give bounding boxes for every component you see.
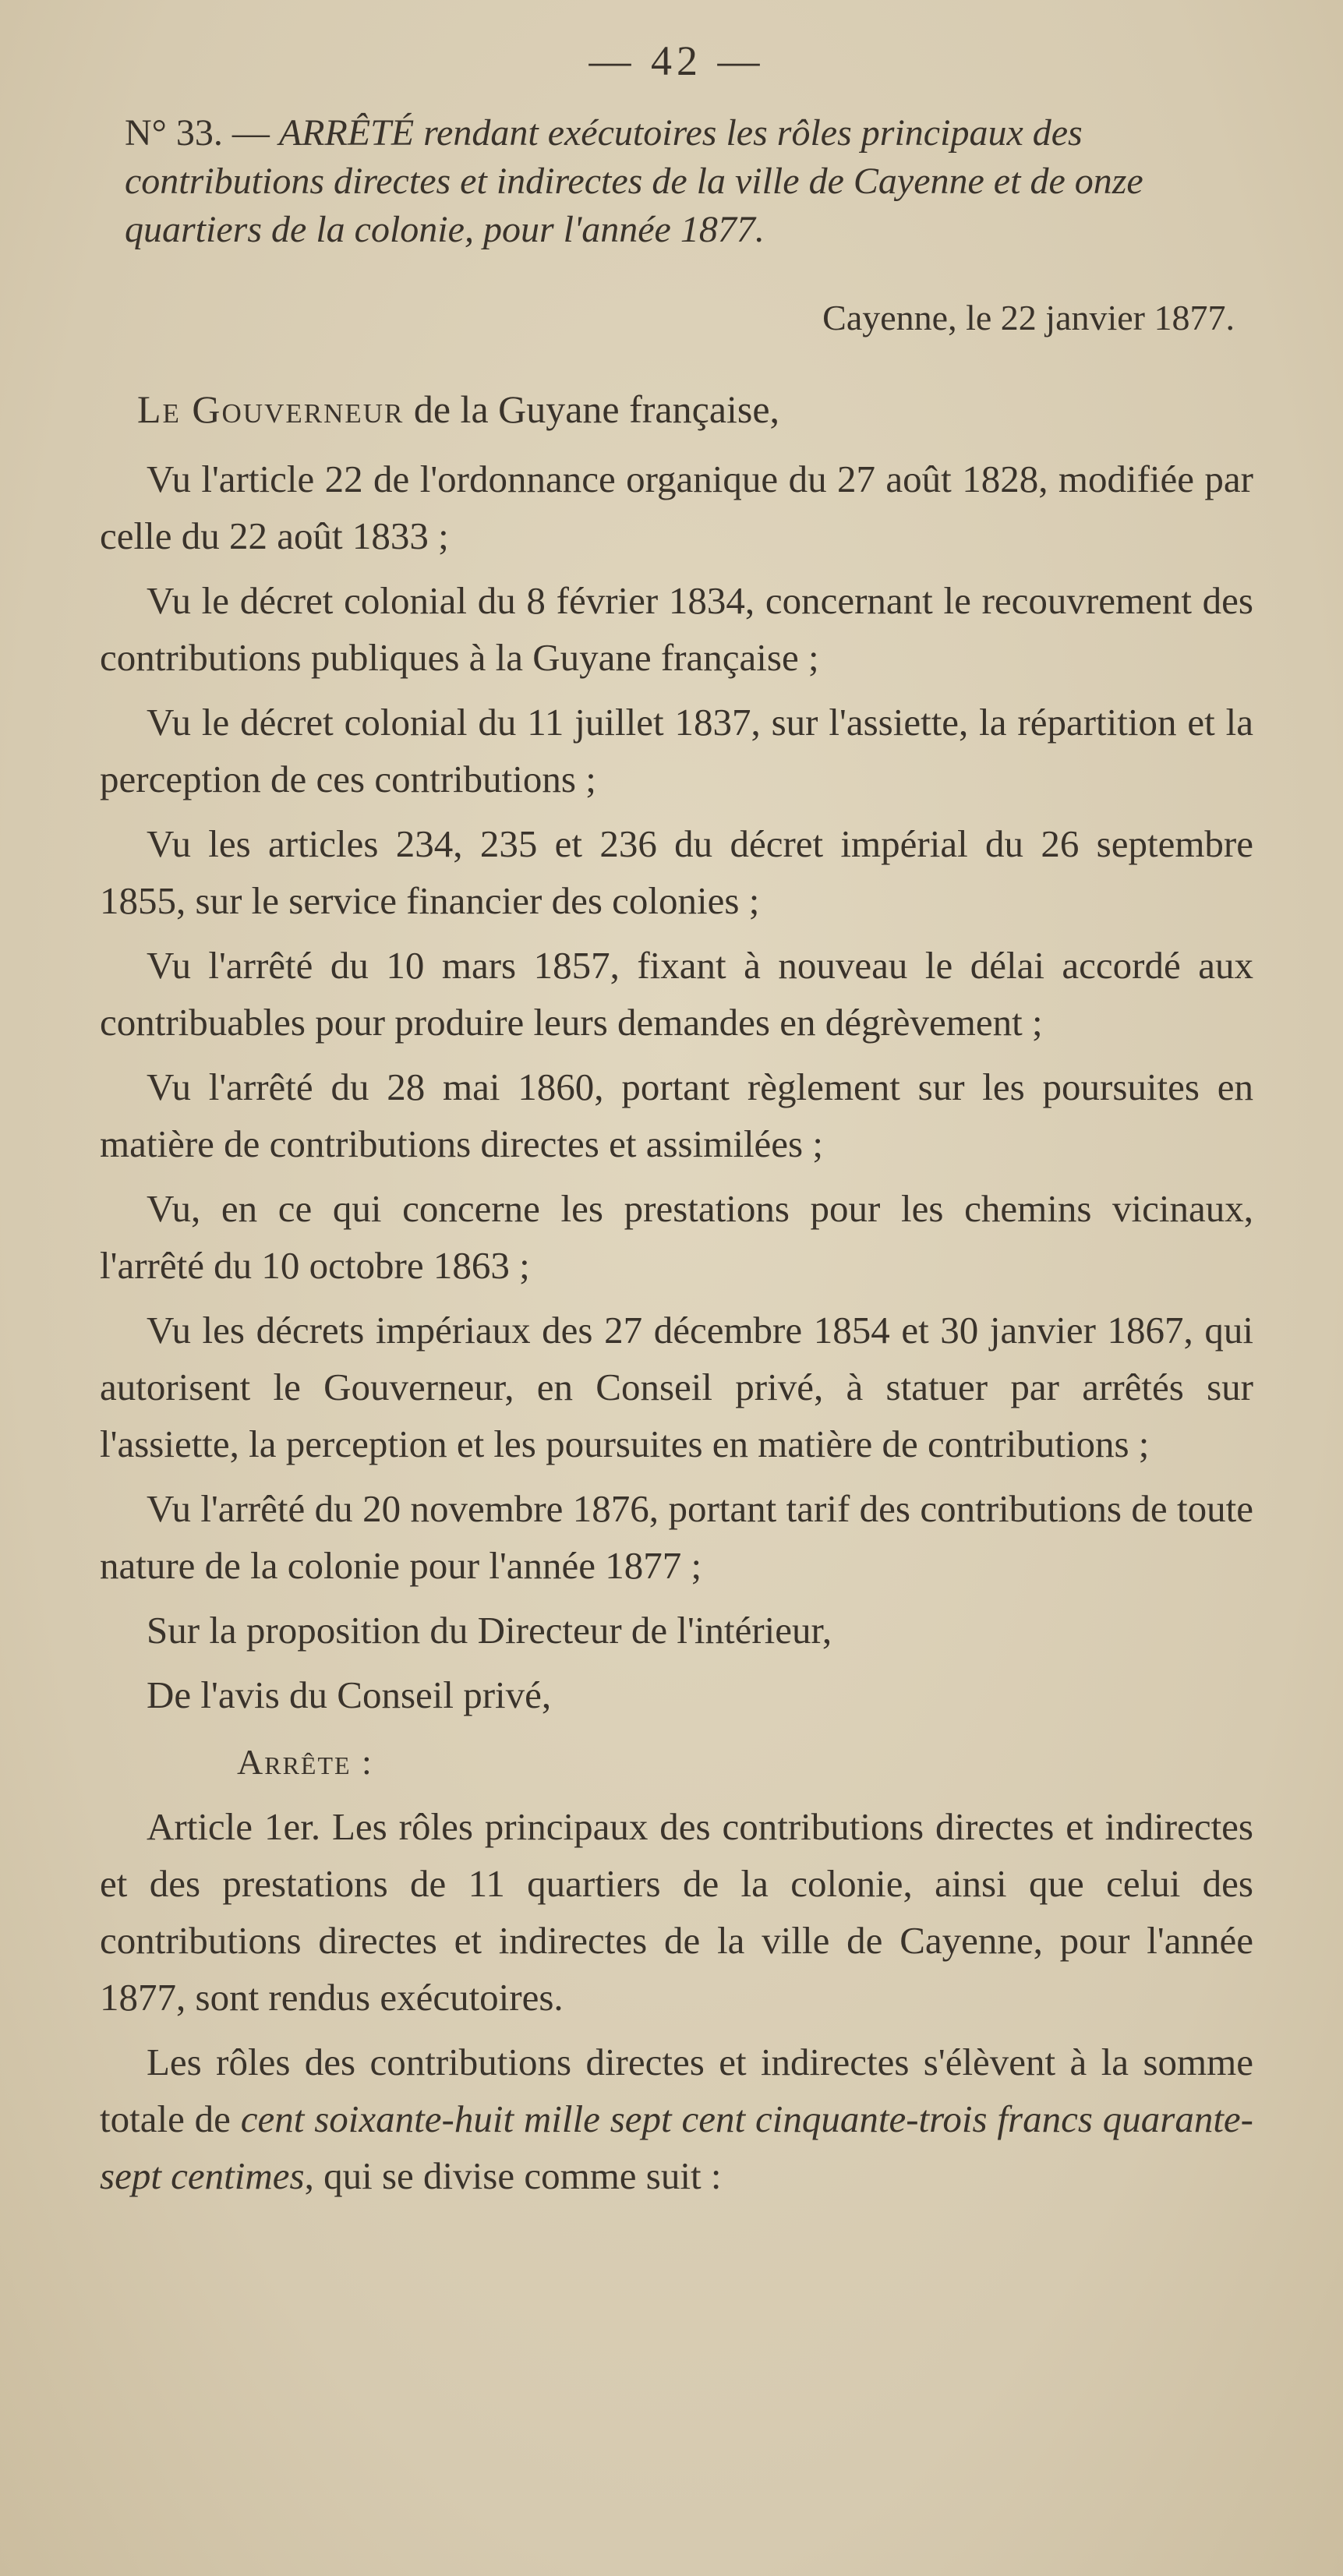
arrete-label: Arrête : xyxy=(237,1742,373,1782)
consideration-11: De l'avis du Conseil privé, xyxy=(147,1673,552,1716)
consideration-10: Sur la proposition du Directeur de l'intérieur, xyxy=(147,1609,832,1652)
final-paragraph xyxy=(100,2034,1253,2204)
consideration-8: Vu les décrets impériaux des 27 décembre 1854 et 30 janvier 1867, qui autorisent le Gouverneur, en Conseil privé, à statuer par arrêtés sur l'assiette, la perception et les poursuites en matière de contributions ; xyxy=(100,1309,1253,1465)
decree-heading xyxy=(125,109,1238,254)
consideration-4: Vu les articles 234, 235 et 236 du décret impérial du 26 septembre 1855, sur le service financier des colonies ; xyxy=(100,822,1253,922)
place-date: Cayenne, le 22 janvier 1877. xyxy=(822,298,1235,337)
consideration-3: Vu le décret colonial du 11 juillet 1837, sur l'assiette, la répartition et la perception de ces contributions ; xyxy=(100,701,1253,800)
consideration-2: Vu le décret colonial du 8 février 1834, concernant le recouvrement des contributions publiques à la Guyane française ; xyxy=(100,579,1253,679)
final-paragraph-after: , qui se divise comme suit : xyxy=(304,2154,722,2197)
consideration-7: Vu, en ce qui concerne les prestations pour les chemins vicinaux, l'arrêté du 10 octobre 1863 ; xyxy=(100,1187,1253,1287)
governor-rest: de la Guyane française, xyxy=(404,387,780,431)
page-number: — 42 — xyxy=(588,37,765,84)
article-1: Article 1er. Les rôles principaux des contributions directes et indirectes et des prestations de 11 quartiers de la colonie, ainsi que celui des contributions directes et indirectes de la ville de Cayenne, pour l'année 1877, sont rendus exécutoires. xyxy=(100,1805,1253,2019)
final-paragraph-before: Les rôles des contributions directes et indirectes s'élèvent à la somme totale de xyxy=(100,2041,1253,2140)
consideration-5: Vu l'arrêté du 10 mars 1857, fixant à nouveau le délai accordé aux contribuables pour produire leurs demandes en dégrèvement ; xyxy=(100,944,1253,1044)
consideration-9: Vu l'arrêté du 20 novembre 1876, portant tarif des contributions de toute nature de la colonie pour l'année 1877 ; xyxy=(100,1487,1253,1587)
governor-title: Le Gouverneur xyxy=(137,387,405,431)
consideration-1: Vu l'article 22 de l'ordonnance organique du 27 août 1828, modifiée par celle du 22 août 1833 ; xyxy=(100,458,1253,557)
page-content xyxy=(100,37,1253,2204)
consideration-6: Vu l'arrêté du 28 mai 1860, portant règlement sur les poursuites en matière de contributions directes et assimilées ; xyxy=(100,1065,1253,1165)
total-amount-words: cent soixante-huit mille sept cent cinquante-trois francs quarante-sept centimes xyxy=(100,2097,1253,2197)
decree-number: N° 33. — xyxy=(125,112,270,154)
governor-line xyxy=(100,382,1253,436)
decree-title: ARRÊTÉ rendant exécutoires les rôles principaux des contributions directes et indirectes de la ville de Cayenne et de onze quartiers de la colonie, pour l'année 1877. xyxy=(125,112,1143,250)
